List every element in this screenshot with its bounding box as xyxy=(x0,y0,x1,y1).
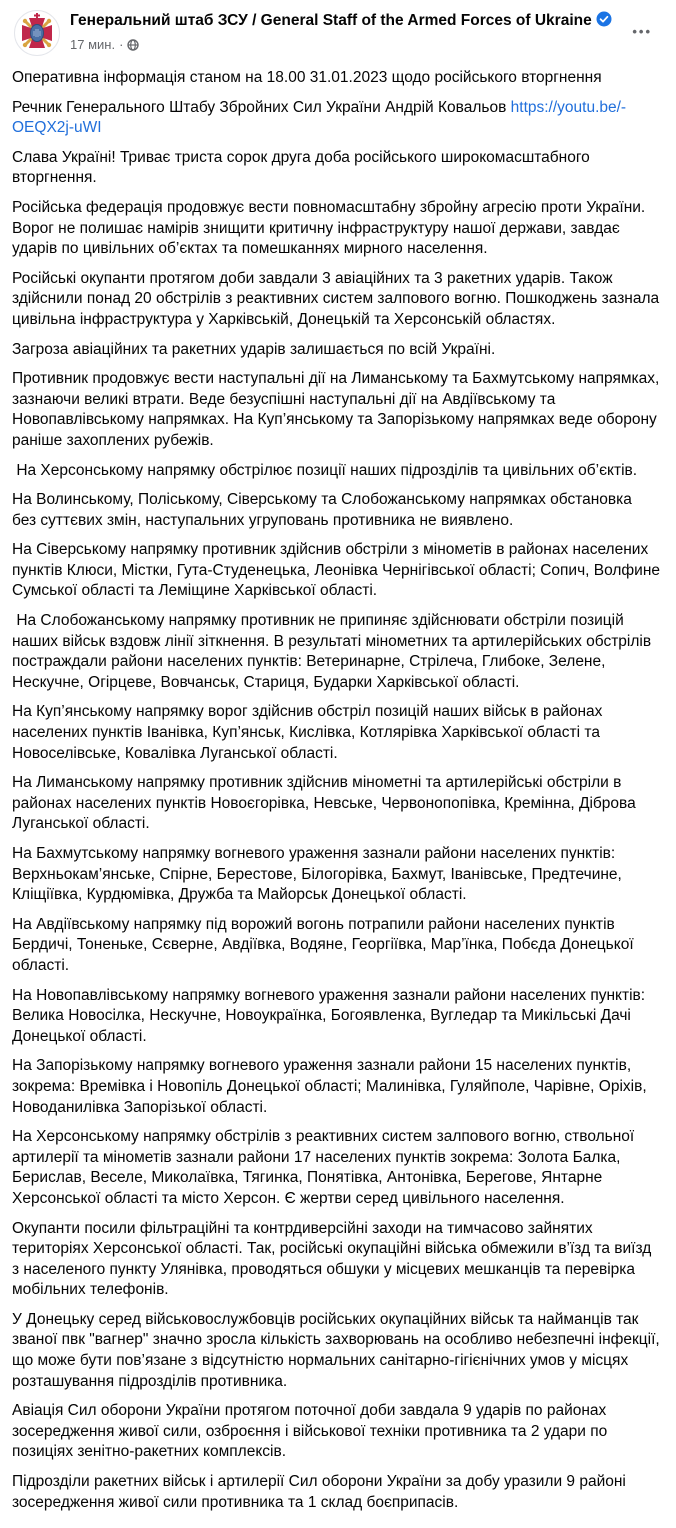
post-paragraph: Противник продовжує вести наступальні дії на Лиманському та Бахмутському напрямках, зазнаючи великі втрати. Веде безуспішні наступальні дії на Авдіївському та Новопавлівському напрямках. На Куп’янському та Запорізькому напрямках веде оборону раніше захоплених рубежів. xyxy=(12,370,664,449)
post-paragraph: На Волинському, Поліському, Сіверському та Слобожанському напрямках обстановка без суттєвих змін, наступальних угруповань противника не виявлено. xyxy=(12,491,637,529)
post-paragraph: Авіація Сил оборони України протягом поточної доби завдала 9 ударів по районах зосередження живої сили, озброєння і військової техніки противника та 2 удари по позиціях зенітно-ракетних комплексів. xyxy=(12,1402,612,1461)
post-paragraph: У Донецьку серед військовослужбовців російських окупаційних військ та найманців так званої пвк "вагнер" значно зросла кількість захворювань на особливо небезпечні інфекції, що може бути пов’язане з відсутністю нормальних санітарно-гігієнічних умов у місцях розташування підрозділів противника. xyxy=(12,1310,665,1390)
post-paragraph: На Херсонському напрямку обстрілює позиції наших підрозділів та цивільних об’єктів. xyxy=(12,461,638,479)
post-paragraph: Підрозділи ракетних військ і артилерії Сил оборони України за добу уразили 9 районі зосередження живої сили противника та 1 склад боєприпасів. xyxy=(12,1473,631,1511)
page-name[interactable]: Генеральний штаб ЗСУ / General Staff of the Armed Forces of Ukraine xyxy=(70,12,592,29)
post-paragraph: На Сіверському напрямку противник здійснив обстріли з мінометів в районах населених пунктів Клюси, Містки, Гута-Студенецька, Леонівка Чернігівської області; Сопич, Волфине Сумської області та Леміщине Харківської області. xyxy=(12,541,665,600)
privacy-globe-icon xyxy=(127,39,139,51)
meta-separator: · xyxy=(119,37,124,52)
post-paragraph: На Херсонському напрямку обстрілів з реактивних систем залпового вогню, ствольної артилерії та мінометів зазнали райони 17 населених пунктів зокрема: Золота Балка, Берислав, Веселе, Миколаївка, Тягинка, Понятівка, Антонівка, Берегове, Янтарне Херсонської області та місто Херсон. Є жертви серед цивільного населення. xyxy=(12,1128,639,1207)
post-paragraph: На Авдіївському напрямку під ворожий вогонь потрапили райони населених пунктів Бердичі, Тоненьке, Сєверне, Авдіївка, Водяне, Георгіївка, Мар’їнка, Побєда Донецької області. xyxy=(12,915,638,974)
post-options-button[interactable]: ••• xyxy=(632,24,652,39)
post-paragraph: Російська федерація продовжує вести повномасштабну збройну агресію проти України. Ворог не полишає намірів знищити критичну інфраструктуру нашої держави, завдає ударів по цивільних об’єктах та помешканнях мирного населення. xyxy=(12,198,650,258)
post-paragraph: Загроза авіаційних та ракетних ударів залишається по всій Україні. xyxy=(12,340,496,358)
post-paragraph: На Куп’янському напрямку ворог здійснив обстріл позицій наших військ в районах населених пунктів Іванівка, Куп’янськ, Кислівка, Котлярівка Харківської області та Новоселівське, Ковалівка Луганської області. xyxy=(12,703,607,762)
post-paragraph: На Бахмутському напрямку вогневого ураження зазнали райони населених пунктів: Верхньокам’янське, Спірне, Берестове, Білогорівка, Бахмут, Іванівське, Предтечине, Кліщіївка, Курдюмівка, Дружба та Майорськ Донецької області. xyxy=(12,845,627,904)
post-body xyxy=(0,58,676,1528)
timestamp[interactable]: 17 мин. xyxy=(70,37,116,52)
post-paragraph: На Слобожанському напрямку противник не припиняє здійснювати обстріли позицій наших військ вздовж лінії зіткнення. В результаті мінометних та артилерійських обстрілів постраждали райони населених пунктів: Ветеринарне, Стрілеча, Глибоке, Зелене, Нескучне, Огірцеве, Вовчанськ, Стариця, Бударки Харківської області. xyxy=(12,612,656,691)
post-paragraph: На Лиманському напрямку противник здійснив мінометні та артилерійські обстріли в районах населених пунктів Новоєгорівка, Невське, Червонопопівка, Кремінна, Діброва Луганської області. xyxy=(12,774,640,833)
page-name-line xyxy=(70,11,622,33)
youtube-link[interactable]: https://youtu.be/-OEQX2j-uWI xyxy=(12,98,627,137)
post-paragraph: Окупанти посили фільтраційні та контрдиверсійні заходи на тимчасово зайнятих територіях Херсонської області. Так, російські окупаційні війська обмежили в’їзд та виїзд з населеного пункту Улянівка, проводяться обшуки у місцевих мешканців та перевірка мобільних телефонів. xyxy=(12,1219,656,1299)
general-staff-emblem-icon xyxy=(14,10,60,56)
post-paragraph: Слава Україні! Триває триста сорок друга доба російського широкомасштабного вторгнення. xyxy=(12,148,595,187)
post-intro-paragraph: Оперативна інформація станом на 18.00 31.01.2023 щодо російського вторгнення xyxy=(12,69,602,86)
verified-badge-icon xyxy=(596,11,612,33)
post-paragraph: Російські окупанти протягом доби завдали 3 авіаційних та 3 ракетних ударів. Також здійснили понад 20 обстрілів з реактивних систем залпового вогню. Пошкоджень зазнала цивільна інфраструктура у Харківській, Донецькій та Херсонській областях. xyxy=(12,269,664,328)
post-meta xyxy=(70,37,622,53)
spokesman-text: Речник Генерального Штабу Збройних Сил України Андрій Ковальов xyxy=(12,98,511,116)
header-text xyxy=(70,10,622,53)
post-header xyxy=(0,0,676,58)
post-paragraph: На Запорізькому напрямку вогневого ураження зазнали райони 15 населених пунктів, зокрема: Времівка і Новопіль Донецької області; Малинівка, Гуляйполе, Чарівне, Оріхів, Новоданилівка Запорізької області. xyxy=(12,1057,651,1116)
post-paragraph: На Новопавлівському напрямку вогневого ураження зазнали райони населених пунктів: Велика Новосілка, Нескучне, Новоукраїнка, Богоявленка, Вугледар та Микільські Дачі Донецької області. xyxy=(12,986,650,1045)
avatar[interactable] xyxy=(14,10,60,56)
post-spokesman-paragraph xyxy=(12,98,660,139)
